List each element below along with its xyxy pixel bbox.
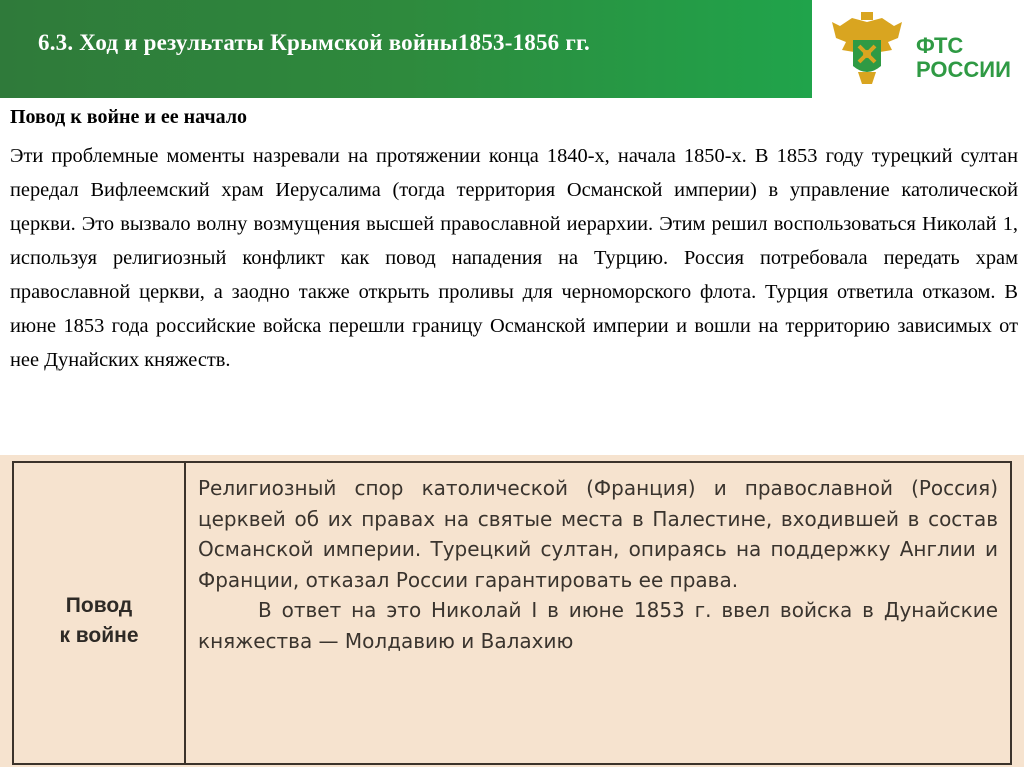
scanned-table-label-cell <box>14 463 186 763</box>
logo-text <box>916 34 1011 82</box>
logo-text-line2: РОССИИ <box>916 57 1011 82</box>
fts-logo <box>828 12 1018 92</box>
section-title: Повод к войне и ее начало <box>10 106 248 128</box>
scanned-table-paragraph-2: В ответ на это Николай I в июне 1853 г. ввел войска в Дунайские княжества — Молдавию и Валахию <box>198 598 998 653</box>
scanned-table-label-line1: Повод <box>65 594 133 617</box>
scanned-table-paragraph-1: Религиозный спор католической (Франция) и православной (Россия) церквей об их правах на святые места в Палестине, входившей в состав Османской империи. Турецкий султан, опираясь на поддержку Англии и Франции, отказал России гарантировать ее права. <box>198 476 998 592</box>
scanned-table-label-line2: к войне <box>59 624 139 647</box>
slide-title: 6.3. Ход и результаты Крымской войны1853-1856 гг. <box>38 30 590 55</box>
scanned-table <box>12 461 1012 765</box>
scanned-table-image <box>0 455 1024 767</box>
scanned-table-content-cell <box>198 473 998 657</box>
title-band <box>0 0 812 98</box>
logo-text-line1: ФТС <box>916 33 964 58</box>
double-headed-eagle-emblem-icon <box>828 12 906 90</box>
section-body: Эти проблемные моменты назревали на протяжении конца 1840-х, начала 1850-х. В 1853 году турецкий султан передал Вифлеемский храм Иерусалима (тогда территория Османской империи) в управление католической церкви. Это вызвало волну возмущения высшей православной иерархии. Этим решил воспользоваться Николай 1, используя религиозный конфликт как повод нападения на Турцию. Россия потребовала передать храм православной церкви, а заодно также открыть проливы для черноморского флота. Турция ответила отказом. В июне 1853 года российские войска перешли границу Османской империи и вошли на территорию зависимых от нее Дунайских княжеств. <box>10 145 1018 371</box>
header <box>0 0 1024 98</box>
scanned-table-label <box>14 591 184 651</box>
